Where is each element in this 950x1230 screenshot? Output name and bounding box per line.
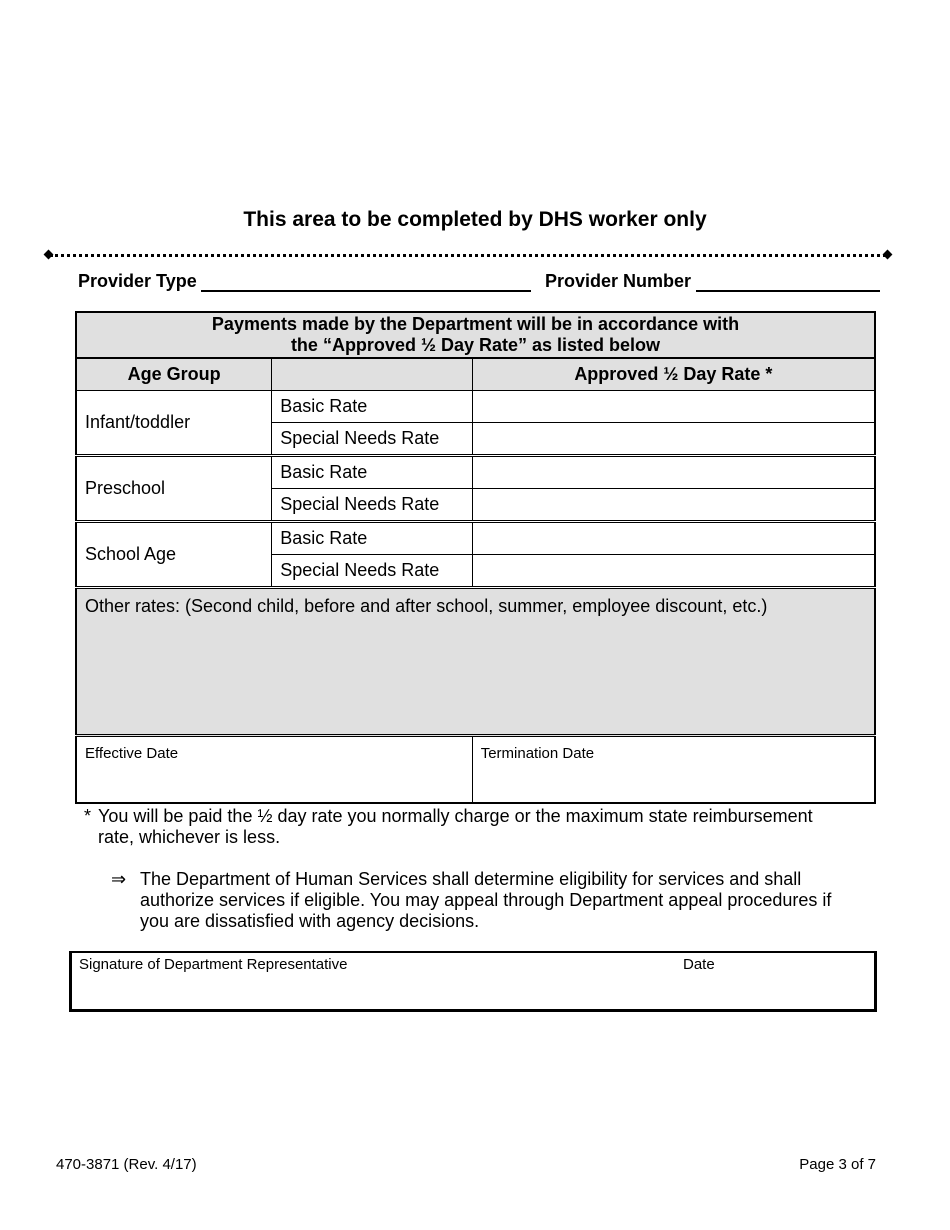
table-row	[76, 391, 875, 423]
age-group-school-age: School Age	[76, 522, 272, 588]
asterisk-note-line1: You will be paid the ½ day rate you normally charge or the maximum state reimbursement	[98, 806, 813, 826]
appeal-note-line2: authorize services if eligible. You may appeal through Department appeal procedures if	[140, 890, 832, 910]
form-number: 470-3871 (Rev. 4/17)	[56, 1156, 197, 1173]
rate-input-cell[interactable]	[472, 489, 875, 522]
asterisk-mark: *	[84, 806, 92, 826]
dotted-divider	[44, 249, 892, 261]
page-number: Page 3 of 7	[799, 1156, 876, 1173]
table-header-row	[76, 358, 875, 391]
rate-input-cell[interactable]	[472, 522, 875, 555]
divider-diamond-right	[883, 250, 893, 260]
provider-type-label: Provider Type	[78, 271, 197, 291]
rate-input-cell[interactable]	[472, 456, 875, 489]
arrow-icon: ⇒	[111, 869, 127, 889]
provider-type-field[interactable]	[201, 272, 531, 292]
signature-box[interactable]	[69, 951, 877, 1012]
appeal-note	[140, 869, 880, 932]
rate-type-label: Special Needs Rate	[272, 423, 473, 456]
header-approved-rate: Approved ½ Day Rate *	[472, 358, 875, 391]
table-row	[76, 522, 875, 555]
age-group-preschool: Preschool	[76, 456, 272, 522]
other-rates-row	[76, 588, 875, 736]
table-title-line1: Payments made by the Department will be in accordance with	[211, 314, 740, 334]
signature-label: Signature of Department Representative	[79, 956, 348, 973]
asterisk-note-line2: rate, whichever is less.	[98, 827, 281, 847]
header-age-group: Age Group	[76, 358, 272, 391]
other-rates-field[interactable]: Other rates: (Second child, before and after school, summer, employee discount, etc.)	[76, 588, 875, 736]
rate-input-cell[interactable]	[472, 555, 875, 588]
rate-input-cell[interactable]	[472, 423, 875, 456]
table-title-line2: the “Approved ½ Day Rate” as listed below	[290, 335, 661, 355]
rate-type-label: Special Needs Rate	[272, 555, 473, 588]
asterisk-note	[98, 806, 878, 848]
appeal-note-line1: The Department of Human Services shall determine eligibility for services and shall	[140, 869, 802, 889]
appeal-note-line3: you are dissatisfied with agency decisions.	[140, 911, 480, 931]
age-group-infant: Infant/toddler	[76, 391, 272, 456]
provider-number-field[interactable]	[696, 272, 880, 292]
rate-type-label: Basic Rate	[272, 522, 473, 555]
rate-table	[75, 311, 876, 804]
dates-row	[76, 736, 875, 804]
table-row	[76, 456, 875, 489]
page-heading: This area to be completed by DHS worker only	[243, 208, 707, 231]
rate-type-label: Basic Rate	[272, 456, 473, 489]
rate-type-label: Special Needs Rate	[272, 489, 473, 522]
table-title	[76, 312, 875, 358]
table-title-row	[76, 312, 875, 358]
divider-line	[50, 254, 886, 257]
rate-type-label: Basic Rate	[272, 391, 473, 423]
termination-date-field[interactable]: Termination Date	[472, 736, 875, 804]
signature-date-label: Date	[683, 956, 715, 973]
rate-input-cell[interactable]	[472, 391, 875, 423]
header-blank	[272, 358, 473, 391]
provider-number-label: Provider Number	[545, 271, 692, 291]
effective-date-field[interactable]: Effective Date	[76, 736, 472, 804]
